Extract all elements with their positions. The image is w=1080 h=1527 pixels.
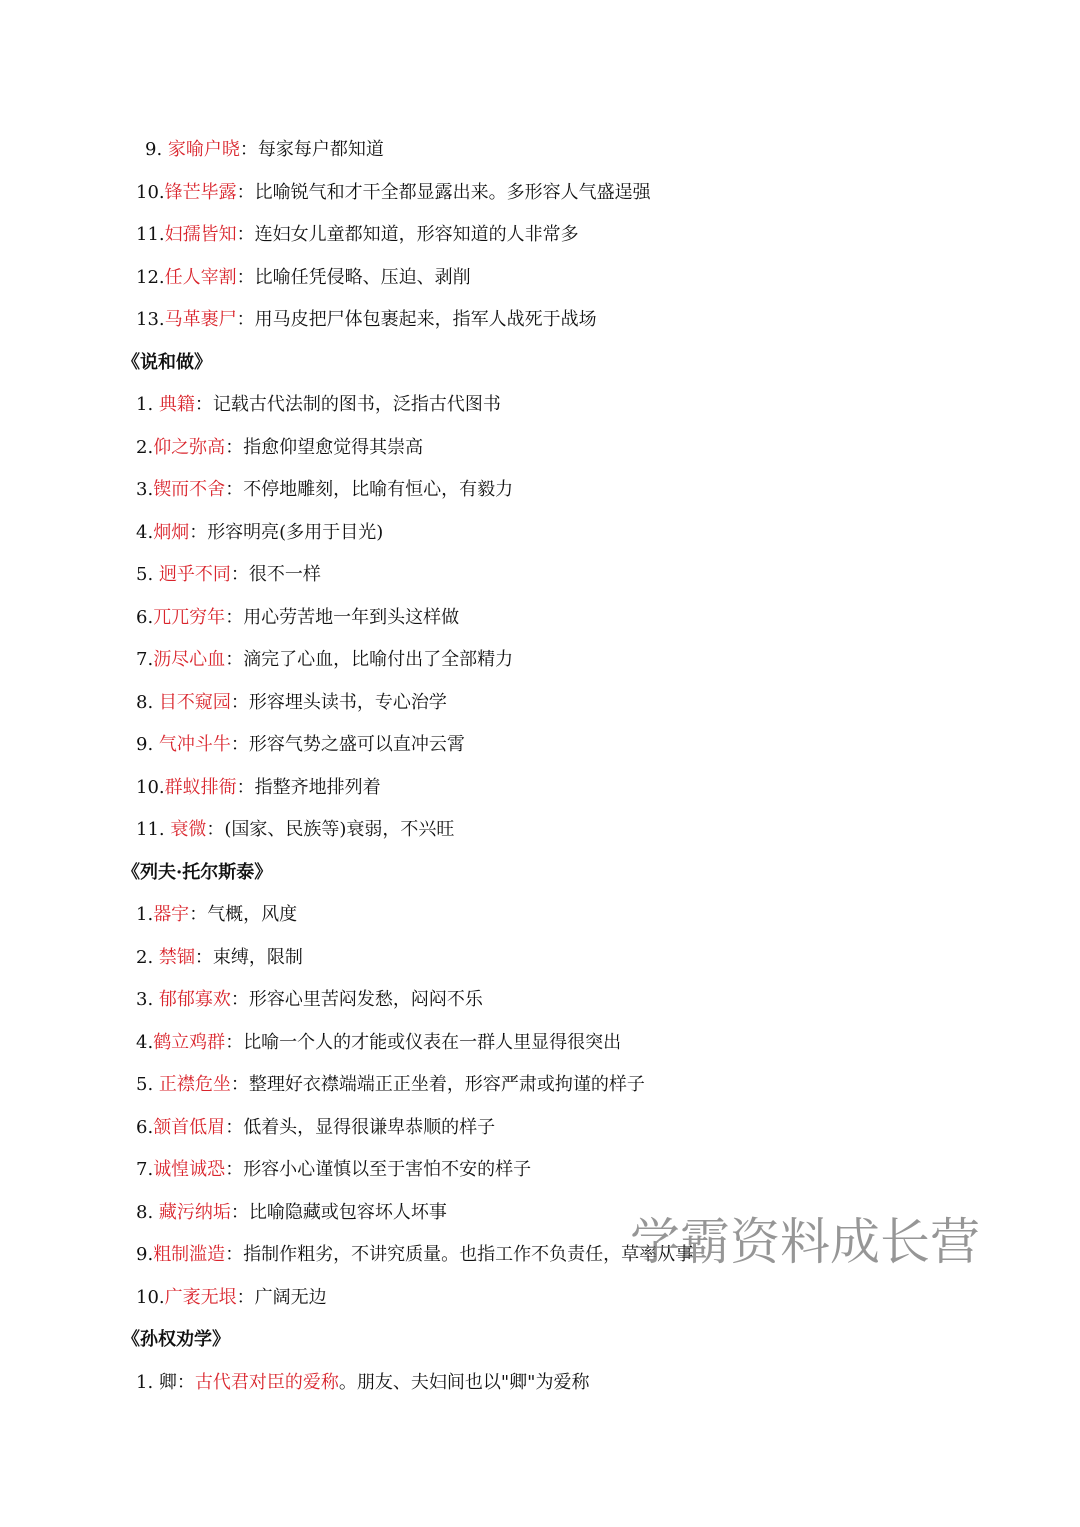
entry-number: 10. bbox=[136, 182, 165, 203]
entry-term: 广袤无垠 bbox=[164, 1287, 237, 1308]
entry-separator: ： bbox=[225, 479, 244, 500]
entry-number: 8. bbox=[136, 1202, 159, 1223]
entry-definition: 低着头，显得很谦卑恭顺的样子 bbox=[243, 1117, 496, 1138]
entry-term: 古代君对臣的爱称 bbox=[194, 1372, 339, 1393]
entry-line bbox=[136, 691, 447, 715]
entry-number: 6. bbox=[136, 607, 154, 628]
entry-definition: 束缚，限制 bbox=[212, 947, 303, 968]
entry-separator: ： bbox=[236, 224, 255, 245]
entry-number: 12. bbox=[136, 267, 165, 288]
entry-line bbox=[136, 903, 297, 927]
entry-number: 3. bbox=[136, 479, 154, 500]
entry-definition: 指制作粗劣，不讲究质量。也指工作不负责任，草率从事 bbox=[243, 1244, 694, 1265]
watermark-text: 学霸资料成长营 bbox=[630, 1213, 980, 1271]
entry-number: 3. bbox=[136, 989, 159, 1010]
entry-number: 4. bbox=[136, 1032, 154, 1053]
entry-line bbox=[136, 648, 513, 672]
entry-line bbox=[136, 521, 383, 545]
entry-term: 气冲斗牛 bbox=[158, 734, 231, 755]
entry-definition: 记载古代法制的图书，泛指古代图书 bbox=[212, 394, 501, 415]
entry-definition: 形容小心谨慎以至于害怕不安的样子 bbox=[243, 1159, 532, 1180]
entry-definition: 很不一样 bbox=[248, 564, 321, 585]
entry-number: 1. bbox=[136, 394, 159, 415]
entry-number: 1. bbox=[136, 1372, 159, 1393]
entry-separator: ： bbox=[206, 819, 225, 840]
entry-definition: 指愈仰望愈觉得其崇高 bbox=[243, 437, 424, 458]
entry-number: 8. bbox=[136, 692, 159, 713]
entry-separator: ： bbox=[225, 1244, 244, 1265]
entry-line bbox=[136, 1201, 447, 1225]
entry-line bbox=[136, 266, 471, 290]
entry-definition: 不停地雕刻，比喻有恒心，有毅力 bbox=[243, 479, 514, 500]
section-heading: 《列夫·托尔斯泰》 bbox=[122, 862, 273, 883]
entry-term: 衰微 bbox=[170, 819, 207, 840]
entry-term: 器宇 bbox=[153, 904, 190, 925]
entry-definition: 比喻任凭侵略、压迫、剥削 bbox=[254, 267, 471, 288]
entry-line bbox=[136, 818, 454, 842]
entry-term: 颔首低眉 bbox=[153, 1117, 226, 1138]
entry-term: 禁锢 bbox=[158, 947, 195, 968]
entry-definition: 比喻一个人的才能或仪表在一群人里显得很突出 bbox=[243, 1032, 622, 1053]
entry-separator: 。 bbox=[338, 1372, 357, 1393]
entry-number: 2. bbox=[136, 437, 154, 458]
entry-separator: ： bbox=[239, 139, 258, 160]
entry-term: 迥乎不同 bbox=[158, 564, 231, 585]
entry-separator: ： bbox=[230, 692, 249, 713]
entry-definition: 形容心里苦闷发愁，闷闷不乐 bbox=[248, 989, 483, 1010]
entry-line bbox=[136, 1031, 621, 1055]
entry-definition: (国家、民族等)衰弱，不兴旺 bbox=[224, 819, 455, 840]
entry-term: 正襟危坐 bbox=[158, 1074, 231, 1095]
entry-number: 1. bbox=[136, 904, 154, 925]
entry-separator: ： bbox=[230, 734, 249, 755]
entry-number: 5. bbox=[136, 1074, 159, 1095]
entry-line bbox=[136, 776, 381, 800]
entry-number: 5. bbox=[136, 564, 159, 585]
entry-definition: 朋友、夫妇间也以"卿"为爱称 bbox=[356, 1372, 590, 1393]
entry-definition: 形容埋头读书，专心治学 bbox=[248, 692, 447, 713]
entry-line bbox=[136, 606, 459, 630]
entry-separator: ： bbox=[230, 989, 249, 1010]
entry-number: 6. bbox=[136, 1117, 154, 1138]
entry-separator: ： bbox=[189, 904, 208, 925]
entry-number: 13. bbox=[136, 309, 165, 330]
entry-line bbox=[136, 1286, 327, 1310]
entry-line bbox=[145, 138, 384, 162]
entry-separator: ： bbox=[236, 267, 255, 288]
entry-line bbox=[136, 436, 423, 460]
entry-line bbox=[136, 223, 579, 247]
entry-term: 郁郁寡欢 bbox=[158, 989, 231, 1010]
entry-separator: ： bbox=[225, 649, 244, 670]
entry-separator: ： bbox=[225, 437, 244, 458]
entry-line bbox=[136, 1243, 693, 1267]
entry-term: 妇孺皆知 bbox=[164, 224, 237, 245]
entry-term: 鹤立鸡群 bbox=[153, 1032, 226, 1053]
entry-separator: ： bbox=[236, 777, 255, 798]
entry-line bbox=[136, 478, 513, 502]
entry-number: 11. bbox=[136, 819, 171, 840]
entry-term: 锲而不舍 bbox=[153, 479, 226, 500]
entry-term: 任人宰割 bbox=[164, 267, 237, 288]
entry-number: 10. bbox=[136, 777, 165, 798]
entry-number: 7. bbox=[136, 649, 154, 670]
entry-number: 2. bbox=[136, 947, 159, 968]
entry-separator: ： bbox=[225, 1032, 244, 1053]
entry-line bbox=[136, 946, 303, 970]
entry-separator: ： bbox=[230, 1074, 249, 1095]
entry-term: 目不窥园 bbox=[158, 692, 231, 713]
entry-number: 9. bbox=[136, 734, 159, 755]
entry-line bbox=[136, 1371, 589, 1395]
entry-separator: ： bbox=[225, 1159, 244, 1180]
entry-term-prefix: 卿： bbox=[158, 1372, 195, 1393]
section-heading: 《孙权劝学》 bbox=[122, 1329, 230, 1350]
entry-separator: ： bbox=[225, 1117, 244, 1138]
entry-definition: 形容明亮(多用于目光) bbox=[207, 522, 384, 543]
entry-definition: 形容气势之盛可以直冲云霄 bbox=[248, 734, 465, 755]
entry-definition: 滴完了心血，比喻付出了全部精力 bbox=[243, 649, 514, 670]
entry-term: 典籍 bbox=[158, 394, 195, 415]
entry-definition: 指整齐地排列着 bbox=[254, 777, 381, 798]
entry-definition: 比喻隐藏或包容坏人坏事 bbox=[248, 1202, 447, 1223]
entry-line bbox=[136, 308, 597, 332]
entry-line bbox=[136, 181, 651, 205]
entry-separator: ： bbox=[236, 309, 255, 330]
entry-separator: ： bbox=[189, 522, 208, 543]
entry-separator: ： bbox=[236, 1287, 255, 1308]
entry-line bbox=[136, 1116, 495, 1140]
entry-line bbox=[136, 563, 321, 587]
entry-number: 10. bbox=[136, 1287, 165, 1308]
entry-separator: ： bbox=[194, 947, 213, 968]
entry-definition: 气概，风度 bbox=[207, 904, 298, 925]
entry-term: 粗制滥造 bbox=[153, 1244, 226, 1265]
entry-number: 4. bbox=[136, 522, 154, 543]
entry-definition: 整理好衣襟端端正正坐着，形容严肃或拘谨的样子 bbox=[248, 1074, 645, 1095]
entry-line bbox=[136, 733, 465, 757]
entry-term: 群蚁排衙 bbox=[164, 777, 237, 798]
entry-term: 诚惶诚恐 bbox=[153, 1159, 226, 1180]
entry-separator: ： bbox=[230, 564, 249, 585]
entry-term: 仰之弥高 bbox=[153, 437, 226, 458]
entry-number: 7. bbox=[136, 1159, 154, 1180]
entry-definition: 每家每户都知道 bbox=[257, 139, 384, 160]
entry-definition: 用心劳苦地一年到头这样做 bbox=[243, 607, 460, 628]
entry-separator: ： bbox=[236, 182, 255, 203]
entry-separator: ： bbox=[194, 394, 213, 415]
entry-definition: 连妇女儿童都知道，形容知道的人非常多 bbox=[254, 224, 579, 245]
entry-separator: ： bbox=[225, 607, 244, 628]
entry-number: 9. bbox=[145, 139, 168, 160]
entry-number: 11. bbox=[136, 224, 165, 245]
entry-term: 藏污纳垢 bbox=[158, 1202, 231, 1223]
entry-definition: 广阔无边 bbox=[254, 1287, 327, 1308]
entry-separator: ： bbox=[230, 1202, 249, 1223]
entry-term: 炯炯 bbox=[153, 522, 190, 543]
entry-term: 沥尽心血 bbox=[153, 649, 226, 670]
entry-definition: 用马皮把尸体包裹起来，指军人战死于战场 bbox=[254, 309, 597, 330]
entry-definition: 比喻锐气和才干全都显露出来。多形容人气盛逞强 bbox=[254, 182, 651, 203]
section-heading: 《说和做》 bbox=[122, 352, 212, 373]
entry-term: 锋芒毕露 bbox=[164, 182, 237, 203]
entry-line bbox=[136, 988, 483, 1012]
entry-term: 家喻户晓 bbox=[167, 139, 240, 160]
entry-line bbox=[136, 393, 501, 417]
entry-number: 9. bbox=[136, 1244, 154, 1265]
entry-term: 马革裹尸 bbox=[164, 309, 237, 330]
entry-line bbox=[136, 1158, 531, 1182]
entry-term: 兀兀穷年 bbox=[153, 607, 226, 628]
entry-line bbox=[136, 1073, 645, 1097]
